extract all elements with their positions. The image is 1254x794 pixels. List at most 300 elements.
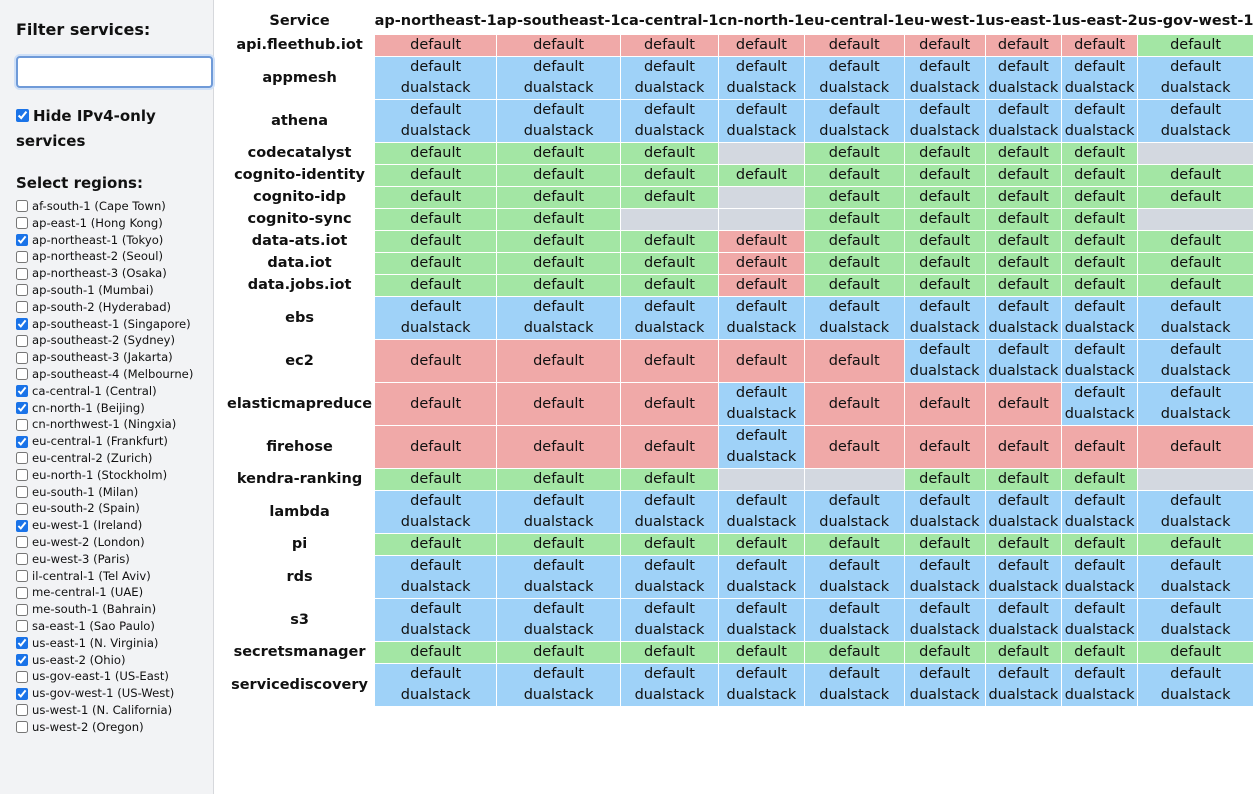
endpoint-type-label: default (533, 102, 585, 118)
endpoint-cell (497, 275, 621, 297)
endpoint-type-label: default (410, 299, 462, 315)
region-checkbox[interactable] (16, 251, 28, 263)
filter-services-input[interactable] (16, 56, 213, 88)
region-label[interactable]: ca-central-1 (Central) (32, 383, 157, 398)
region-label[interactable]: eu-south-1 (Milan) (32, 484, 139, 499)
region-item[interactable] (16, 282, 213, 299)
endpoint-cell (1138, 297, 1254, 340)
region-checkbox[interactable] (16, 268, 28, 280)
region-item[interactable] (16, 601, 213, 618)
region-checkbox[interactable] (16, 419, 28, 431)
region-item[interactable] (16, 618, 213, 635)
endpoint-cell (375, 599, 497, 642)
endpoint-type-label: default (828, 299, 880, 315)
endpoint-type-label: default (1170, 255, 1222, 271)
endpoint-type-label: default (410, 59, 462, 75)
header-region-ap-northeast-1: ap-northeast-1 (374, 13, 497, 29)
endpoint-type-label: default (643, 37, 695, 53)
hide-ipv4-only-toggle[interactable] (16, 104, 213, 154)
endpoint-cell (1061, 664, 1137, 707)
endpoint-type-label: default (1074, 255, 1126, 271)
endpoint-type-label: default (1170, 493, 1222, 509)
endpoint-cell (904, 35, 985, 57)
endpoint-type-label: default (533, 145, 585, 161)
region-item[interactable] (16, 299, 213, 316)
endpoint-cell (719, 100, 805, 143)
endpoint-type-label: default (410, 102, 462, 118)
endpoint-type-label: dualstack (726, 123, 797, 139)
endpoint-cell (375, 187, 497, 209)
endpoint-type-label: default (997, 102, 1049, 118)
service-name-cell: elasticmapreduce (225, 383, 375, 426)
endpoint-cell (804, 469, 904, 491)
endpoint-type-label: default (997, 471, 1049, 487)
endpoint-cell (904, 253, 985, 275)
region-item[interactable] (16, 349, 213, 366)
endpoint-type-label: dualstack (400, 622, 471, 638)
endpoint-type-label: dualstack (988, 687, 1059, 703)
table-row (225, 642, 1254, 664)
region-checkbox[interactable] (16, 352, 28, 364)
hide-ipv4-only-label[interactable]: Hide IPv4-only services (16, 107, 156, 150)
endpoint-type-label: default (919, 277, 971, 293)
endpoint-cell (804, 57, 904, 100)
region-item[interactable] (16, 366, 213, 383)
endpoint-cell (620, 491, 718, 534)
region-item[interactable] (16, 568, 213, 585)
endpoint-cell (497, 340, 621, 383)
hide-ipv4-only-checkbox[interactable] (16, 109, 29, 122)
region-label[interactable]: us-east-1 (N. Virginia) (32, 635, 159, 650)
endpoint-cell (497, 426, 621, 469)
endpoint-type-label: default (1074, 471, 1126, 487)
endpoint-type-label: default (410, 233, 462, 249)
filter-services-title: Filter services: (16, 20, 151, 39)
region-label[interactable]: me-central-1 (UAE) (32, 585, 144, 600)
endpoint-type-label: dualstack (1160, 80, 1231, 96)
region-item[interactable] (16, 652, 213, 669)
region-item[interactable] (16, 316, 213, 333)
endpoint-type-label: default (1170, 102, 1222, 118)
region-label[interactable]: eu-west-3 (Paris) (32, 551, 130, 566)
endpoint-cell (375, 534, 497, 556)
endpoint-cell (1061, 383, 1137, 426)
endpoint-type-label: default (919, 211, 971, 227)
table-row (225, 664, 1254, 707)
region-item[interactable] (16, 551, 213, 568)
region-label[interactable]: eu-north-1 (Stockholm) (32, 467, 168, 482)
region-checkbox[interactable] (16, 536, 28, 548)
region-item[interactable] (16, 685, 213, 702)
endpoint-type-label: dualstack (726, 687, 797, 703)
endpoint-cell (497, 165, 621, 187)
table-header-row (225, 8, 1254, 35)
endpoint-type-label: default (919, 601, 971, 617)
endpoint-cell (904, 297, 985, 340)
region-item[interactable] (16, 702, 213, 719)
endpoint-cell (719, 187, 805, 209)
region-label[interactable]: ap-southeast-1 (Singapore) (32, 316, 191, 331)
region-label[interactable]: us-gov-east-1 (US-East) (32, 669, 169, 684)
region-item[interactable] (16, 416, 213, 433)
service-name-cell: api.fleethub.iot (225, 35, 375, 57)
region-item[interactable] (16, 383, 213, 400)
endpoint-type-label: default (533, 558, 585, 574)
endpoint-type-label: default (828, 352, 880, 369)
region-item[interactable] (16, 668, 213, 685)
region-item[interactable] (16, 232, 213, 249)
endpoint-cell (1138, 556, 1254, 599)
table-row (225, 143, 1254, 165)
region-checkbox[interactable] (16, 335, 28, 347)
endpoint-type-label: dualstack (1064, 514, 1135, 530)
endpoint-type-label: default (919, 493, 971, 509)
region-item[interactable] (16, 500, 213, 517)
endpoint-cell (497, 491, 621, 534)
endpoint-type-label: dualstack (909, 320, 980, 336)
endpoint-cell (985, 57, 1061, 100)
region-checkbox[interactable] (16, 637, 28, 649)
endpoint-type-label: default (533, 233, 585, 249)
endpoint-type-label: default (997, 233, 1049, 249)
endpoint-cell (1061, 165, 1137, 187)
region-item[interactable] (16, 584, 213, 601)
endpoint-cell (375, 491, 497, 534)
region-checkbox[interactable] (16, 284, 28, 296)
endpoint-type-label: default (643, 189, 695, 205)
header-region-eu-west-1: eu-west-1 (904, 13, 986, 29)
region-label[interactable]: ap-south-2 (Hyderabad) (32, 299, 172, 314)
endpoint-type-label: default (410, 644, 462, 660)
endpoint-type-label: default (735, 428, 787, 444)
region-item[interactable] (16, 215, 213, 232)
endpoint-cell (904, 469, 985, 491)
region-item[interactable] (16, 517, 213, 534)
endpoint-type-label: default (997, 299, 1049, 315)
endpoint-type-label: default (1170, 37, 1222, 53)
region-item[interactable] (16, 467, 213, 484)
region-label[interactable]: eu-west-2 (London) (32, 534, 145, 549)
endpoint-cell (985, 340, 1061, 383)
service-name-cell: appmesh (225, 57, 375, 100)
region-label[interactable]: eu-south-2 (Spain) (32, 501, 140, 516)
endpoint-cell (804, 100, 904, 143)
endpoint-cell (804, 187, 904, 209)
endpoint-type-label: default (410, 471, 462, 487)
endpoint-type-label: default (1170, 438, 1222, 455)
region-checkbox[interactable] (16, 604, 28, 616)
region-checkbox[interactable] (16, 436, 28, 448)
endpoint-cell (1138, 143, 1254, 165)
endpoint-type-label: dualstack (400, 80, 471, 96)
endpoint-type-label: default (410, 352, 462, 369)
endpoint-cell (719, 599, 805, 642)
region-checkbox[interactable] (16, 688, 28, 700)
endpoint-type-label: dualstack (988, 320, 1059, 336)
service-name-cell: athena (225, 100, 375, 143)
region-label[interactable]: eu-central-1 (Frankfurt) (32, 434, 168, 449)
region-label[interactable]: eu-central-2 (Zurich) (32, 450, 153, 465)
endpoint-type-label: default (735, 493, 787, 509)
endpoint-type-label: default (919, 102, 971, 118)
endpoint-type-label: default (1170, 59, 1222, 75)
table-row (225, 275, 1254, 297)
endpoint-cell (719, 57, 805, 100)
region-checkbox[interactable] (16, 402, 28, 414)
region-checkbox[interactable] (16, 553, 28, 565)
region-checkbox[interactable] (16, 301, 28, 313)
endpoint-cell (904, 165, 985, 187)
region-checkbox[interactable] (16, 385, 28, 397)
region-label[interactable]: us-west-2 (Oregon) (32, 719, 144, 734)
region-label[interactable]: ap-southeast-4 (Melbourne) (32, 366, 194, 381)
region-item[interactable] (16, 484, 213, 501)
endpoint-cell (904, 187, 985, 209)
endpoint-type-label: dualstack (1160, 514, 1231, 530)
region-label[interactable]: cn-north-1 (Beijing) (32, 400, 145, 415)
endpoint-type-label: default (828, 644, 880, 660)
table-row (225, 426, 1254, 469)
region-item[interactable] (16, 433, 213, 450)
endpoint-cell (804, 491, 904, 534)
endpoint-cell (620, 426, 718, 469)
region-checkbox[interactable] (16, 368, 28, 380)
endpoint-cell (375, 556, 497, 599)
endpoint-cell (1138, 275, 1254, 297)
region-item[interactable] (16, 534, 213, 551)
endpoint-cell (620, 253, 718, 275)
region-label[interactable]: ap-southeast-2 (Sydney) (32, 333, 176, 348)
endpoint-cell (497, 231, 621, 253)
endpoint-cell (1138, 187, 1254, 209)
endpoint-type-label: default (919, 37, 971, 53)
endpoint-cell (375, 231, 497, 253)
endpoint-type-label: dualstack (909, 123, 980, 139)
region-label[interactable]: me-south-1 (Bahrain) (32, 602, 157, 617)
region-checkbox[interactable] (16, 704, 28, 716)
region-checkbox[interactable] (16, 503, 28, 515)
region-checkbox[interactable] (16, 469, 28, 481)
endpoint-type-label: dualstack (726, 449, 797, 465)
region-checkbox[interactable] (16, 200, 28, 212)
endpoint-cell (497, 534, 621, 556)
main-content (214, 0, 1254, 794)
endpoint-type-label: default (1074, 666, 1126, 682)
endpoint-cell (1138, 100, 1254, 143)
endpoint-cell (375, 297, 497, 340)
endpoint-type-label: default (1170, 558, 1222, 574)
endpoint-type-label: default (828, 558, 880, 574)
endpoint-type-label: default (997, 536, 1049, 552)
table-row (225, 534, 1254, 556)
endpoint-type-label: default (828, 211, 880, 227)
region-label[interactable]: us-gov-west-1 (US-West) (32, 686, 175, 701)
endpoint-cell (1138, 383, 1254, 426)
endpoint-type-label: dualstack (909, 687, 980, 703)
endpoint-cell (1061, 57, 1137, 100)
endpoint-type-label: default (533, 299, 585, 315)
endpoint-cell (620, 209, 718, 231)
endpoint-cell (904, 100, 985, 143)
endpoint-cell (375, 340, 497, 383)
endpoint-cell (620, 534, 718, 556)
region-label[interactable]: us-west-1 (N. California) (32, 702, 173, 717)
region-label[interactable]: sa-east-1 (Sao Paulo) (32, 618, 155, 633)
endpoint-cell (719, 297, 805, 340)
endpoint-cell (375, 383, 497, 426)
region-checkbox[interactable] (16, 721, 28, 733)
region-checkbox[interactable] (16, 620, 28, 632)
endpoint-cell (1061, 426, 1137, 469)
endpoint-type-label: default (997, 211, 1049, 227)
table-row (225, 383, 1254, 426)
endpoint-type-label: default (533, 493, 585, 509)
endpoint-type-label: dualstack (1064, 622, 1135, 638)
region-checkbox[interactable] (16, 587, 28, 599)
endpoint-type-label: dualstack (1064, 80, 1135, 96)
endpoint-type-label: default (919, 395, 971, 412)
endpoint-type-label: default (919, 471, 971, 487)
endpoint-cell (497, 664, 621, 707)
endpoint-cell (375, 253, 497, 275)
endpoint-type-label: default (410, 601, 462, 617)
endpoint-cell (1138, 253, 1254, 275)
endpoint-type-label: default (643, 167, 695, 183)
endpoint-type-label: dualstack (1160, 687, 1231, 703)
endpoint-type-label: default (643, 277, 695, 293)
region-checkbox[interactable] (16, 217, 28, 229)
region-checkbox[interactable] (16, 520, 28, 532)
endpoint-type-label: default (643, 233, 695, 249)
endpoint-type-label: default (997, 342, 1049, 358)
region-item[interactable] (16, 332, 213, 349)
table-row (225, 297, 1254, 340)
table-row (225, 253, 1254, 275)
endpoint-type-label: default (1074, 438, 1126, 455)
endpoint-type-label: dualstack (1064, 579, 1135, 595)
region-label[interactable]: eu-west-1 (Ireland) (32, 518, 143, 533)
region-label[interactable]: cn-northwest-1 (Ningxia) (32, 417, 177, 432)
endpoint-type-label: dualstack (909, 622, 980, 638)
region-item[interactable] (16, 265, 213, 282)
endpoint-cell (1061, 599, 1137, 642)
endpoint-type-label: default (997, 558, 1049, 574)
endpoint-type-label: default (533, 167, 585, 183)
table-row (225, 165, 1254, 187)
region-label[interactable]: ap-northeast-1 (Tokyo) (32, 232, 164, 247)
endpoint-cell (719, 534, 805, 556)
endpoint-type-label: dualstack (726, 406, 797, 422)
endpoint-type-label: dualstack (634, 687, 705, 703)
endpoint-type-label: dualstack (819, 622, 890, 638)
endpoint-type-label: default (410, 666, 462, 682)
endpoint-cell (375, 57, 497, 100)
endpoint-type-label: default (410, 493, 462, 509)
endpoint-cell (804, 165, 904, 187)
table-row (225, 187, 1254, 209)
endpoint-type-label: default (643, 644, 695, 660)
table-row (225, 556, 1254, 599)
region-item[interactable] (16, 198, 213, 215)
endpoint-cell (620, 469, 718, 491)
endpoint-type-label: dualstack (634, 514, 705, 530)
region-label[interactable]: ap-south-1 (Mumbai) (32, 282, 154, 297)
region-label[interactable]: ap-northeast-2 (Seoul) (32, 249, 164, 264)
endpoint-type-label: dualstack (988, 80, 1059, 96)
endpoint-cell (497, 297, 621, 340)
endpoint-type-label: default (997, 601, 1049, 617)
region-label[interactable]: ap-southeast-3 (Jakarta) (32, 350, 173, 365)
region-item[interactable] (16, 635, 213, 652)
endpoint-cell (719, 275, 805, 297)
endpoint-type-label: dualstack (1160, 363, 1231, 379)
region-item[interactable] (16, 248, 213, 265)
endpoint-cell (375, 469, 497, 491)
endpoint-type-label: default (643, 558, 695, 574)
region-checkbox[interactable] (16, 234, 28, 246)
endpoint-cell (719, 556, 805, 599)
endpoint-cell (985, 297, 1061, 340)
region-checkbox[interactable] (16, 452, 28, 464)
service-name-cell: data.iot (225, 253, 375, 275)
region-item[interactable] (16, 400, 213, 417)
header-region-cn-north-1: cn-north-1 (718, 13, 805, 29)
endpoint-cell (497, 599, 621, 642)
region-checkbox[interactable] (16, 570, 28, 582)
region-label[interactable]: ap-east-1 (Hong Kong) (32, 215, 163, 230)
endpoint-type-label: default (1074, 493, 1126, 509)
endpoint-cell (1138, 35, 1254, 57)
region-checkbox[interactable] (16, 654, 28, 666)
endpoint-type-label: default (997, 438, 1049, 455)
region-label[interactable]: us-east-2 (Ohio) (32, 652, 126, 667)
endpoint-type-label: default (1170, 666, 1222, 682)
endpoint-cell (985, 491, 1061, 534)
endpoint-type-label: default (643, 438, 695, 455)
region-checkbox[interactable] (16, 671, 28, 683)
endpoint-cell (804, 35, 904, 57)
endpoint-type-label: default (1074, 601, 1126, 617)
endpoint-cell (1061, 187, 1137, 209)
endpoint-type-label: default (919, 299, 971, 315)
region-checkbox[interactable] (16, 486, 28, 498)
region-item[interactable] (16, 450, 213, 467)
endpoint-cell (985, 383, 1061, 426)
region-label[interactable]: af-south-1 (Cape Town) (32, 199, 166, 213)
endpoint-type-label: default (533, 438, 585, 455)
endpoint-cell (497, 383, 621, 426)
region-list (16, 198, 213, 736)
endpoint-type-label: dualstack (634, 320, 705, 336)
endpoint-type-label: dualstack (400, 579, 471, 595)
endpoint-cell (497, 469, 621, 491)
region-label[interactable]: ap-northeast-3 (Osaka) (32, 266, 167, 281)
endpoint-cell (620, 57, 718, 100)
region-item[interactable] (16, 719, 213, 736)
endpoint-type-label: default (533, 277, 585, 293)
endpoint-type-label: default (1170, 385, 1222, 401)
service-name-cell: firehose (225, 426, 375, 469)
endpoint-cell (1061, 297, 1137, 340)
endpoint-cell (904, 383, 985, 426)
region-checkbox[interactable] (16, 318, 28, 330)
endpoint-type-label: default (410, 37, 462, 53)
endpoint-type-label: default (735, 644, 787, 660)
region-label[interactable]: il-central-1 (Tel Aviv) (32, 568, 151, 583)
endpoint-cell (804, 664, 904, 707)
endpoint-type-label: default (828, 601, 880, 617)
endpoint-type-label: default (1170, 189, 1222, 205)
